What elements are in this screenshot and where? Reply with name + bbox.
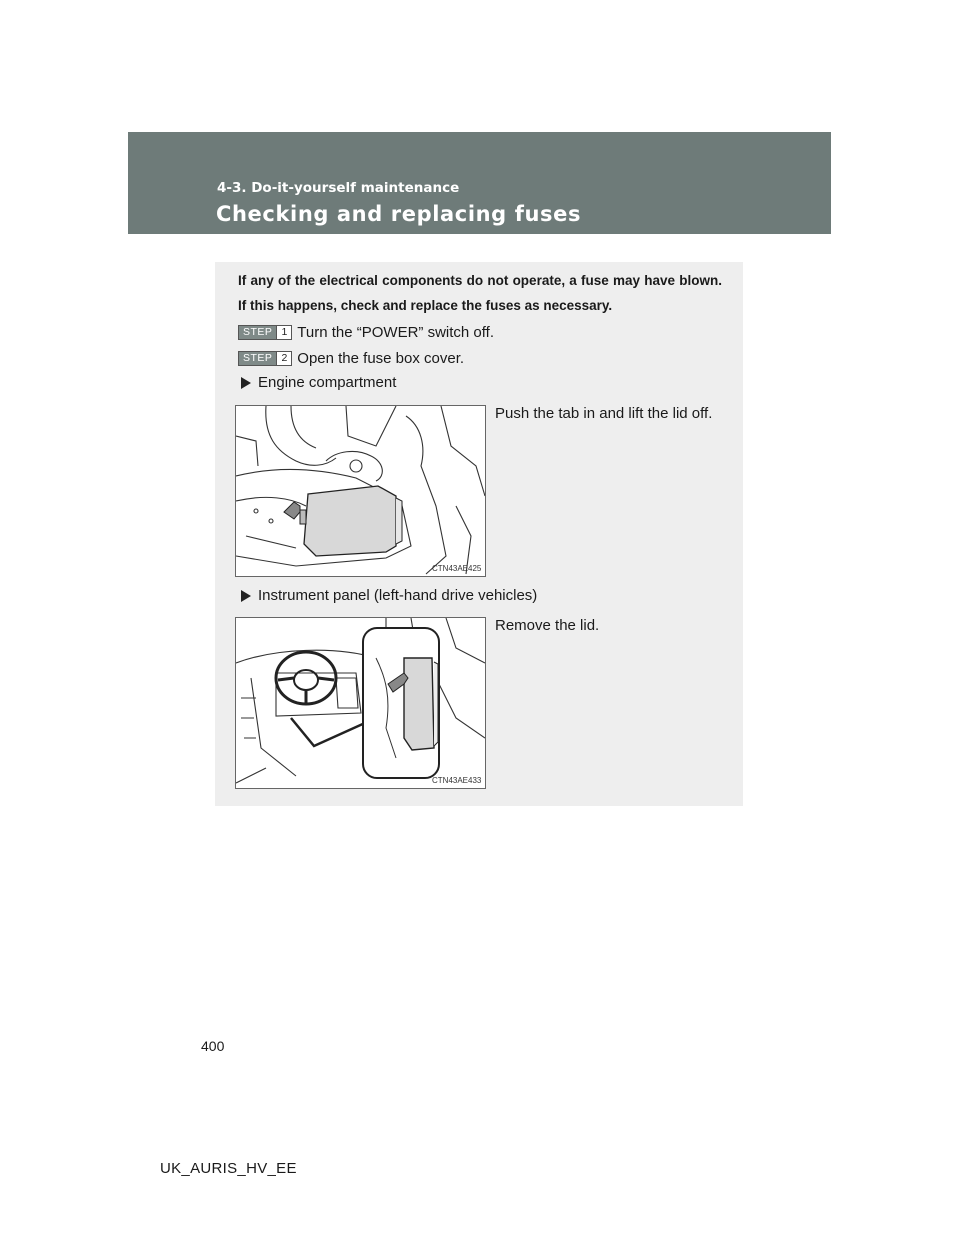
step-badge-number: 1 <box>276 326 291 339</box>
content-panel <box>215 262 743 806</box>
step-badge <box>238 325 292 340</box>
page-header <box>128 132 831 234</box>
section-heading-text: Instrument panel (left-hand drive vehicles) <box>258 587 538 604</box>
step-description: Remove the lid. <box>495 617 600 634</box>
engine-compartment-illustration <box>236 406 485 576</box>
document-code: UK_AURIS_HV_EE <box>160 1160 297 1177</box>
triangle-bullet-icon <box>241 377 251 389</box>
section-label: 4-3. Do-it-yourself maintenance <box>217 180 460 196</box>
step-badge-number: 2 <box>276 352 291 365</box>
instrument-panel-figure <box>235 617 486 789</box>
step-badge-label: STEP <box>239 326 276 339</box>
step-badge <box>238 351 292 366</box>
step-text: Open the fuse box cover. <box>297 349 465 367</box>
figure-code: CTN43AE425 <box>432 564 482 573</box>
step-description: Push the tab in and lift the lid off. <box>495 405 713 422</box>
section-heading-engine <box>238 374 396 391</box>
intro-text: If any of the electrical components do not operate, a fuse may have blown. If this happens, check and replace the fuses as necessary. <box>238 273 722 313</box>
step-badge-label: STEP <box>239 352 276 365</box>
page-title: Checking and replacing fuses <box>216 202 582 226</box>
figure-code: CTN43AE433 <box>432 776 482 785</box>
step-1 <box>238 322 494 342</box>
engine-compartment-figure <box>235 405 486 577</box>
section-heading-text: Engine compartment <box>258 374 397 391</box>
page-number: 400 <box>201 1038 225 1054</box>
triangle-bullet-icon <box>241 590 251 602</box>
step-text: Turn the “POWER” switch off. <box>297 323 494 341</box>
instrument-panel-illustration <box>236 618 485 788</box>
step-2 <box>238 348 464 368</box>
section-heading-instrument-panel <box>238 587 537 604</box>
